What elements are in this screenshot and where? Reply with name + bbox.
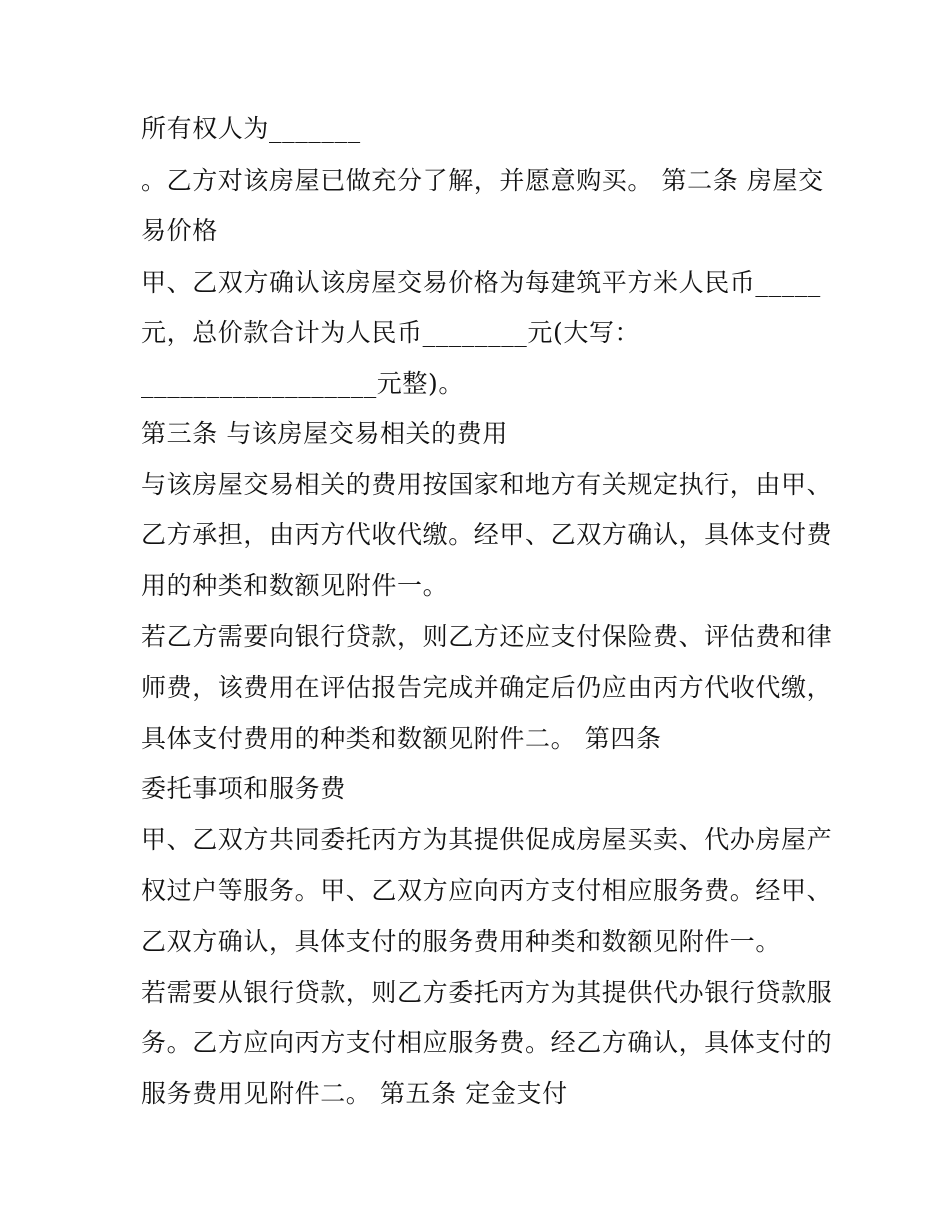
text-line: __________________元整)。 xyxy=(141,369,464,398)
text-line: 。乙方对该房屋已做充分了解，并愿意购买。 第二条 房屋交 xyxy=(141,166,824,195)
text-line: 务。乙方应向丙方支付相应服务费。经乙方确认，具体支付的 xyxy=(141,1028,833,1057)
text-line: 乙方承担，由丙方代收代缴。经甲、乙双方确认，具体支付费 xyxy=(141,520,833,549)
text-line: 元，总价款合计为人民币________元(大写： xyxy=(141,318,641,347)
text-line: 所有权人为_______ xyxy=(141,114,361,143)
text-line: 甲、乙双方确认该房屋交易价格为每建筑平方米人民币_____ xyxy=(141,268,821,297)
text-line: 若乙方需要向银行贷款，则乙方还应支付保险费、评估费和律 xyxy=(141,622,833,651)
section-heading: 委托事项和服务费 xyxy=(141,774,346,803)
text-line: 若需要从银行贷款，则乙方委托丙方为其提供代办银行贷款服 xyxy=(141,978,833,1007)
text-line: 与该房屋交易相关的费用按国家和地方有关规定执行，由甲、 xyxy=(141,470,833,499)
text-line: 师费，该费用在评估报告完成并确定后仍应由丙方代收代缴， xyxy=(141,673,833,702)
section-heading: 第三条 与该房屋交易相关的费用 xyxy=(141,419,508,448)
text-line: 易价格 xyxy=(141,216,218,245)
text-line: 用的种类和数额见附件一。 xyxy=(141,571,449,600)
text-line: 权过户等服务。甲、乙双方应向丙方支付相应服务费。经甲、 xyxy=(141,876,833,905)
text-line: 具体支付费用的种类和数额见附件二。 第四条 xyxy=(141,724,662,753)
text-line: 服务费用见附件二。 第五条 定金支付 xyxy=(141,1079,568,1108)
text-line: 甲、乙双方共同委托丙方为其提供促成房屋买卖、代办房屋产 xyxy=(141,825,833,854)
text-line: 乙双方确认，具体支付的服务费用种类和数额见附件一。 xyxy=(141,927,782,956)
